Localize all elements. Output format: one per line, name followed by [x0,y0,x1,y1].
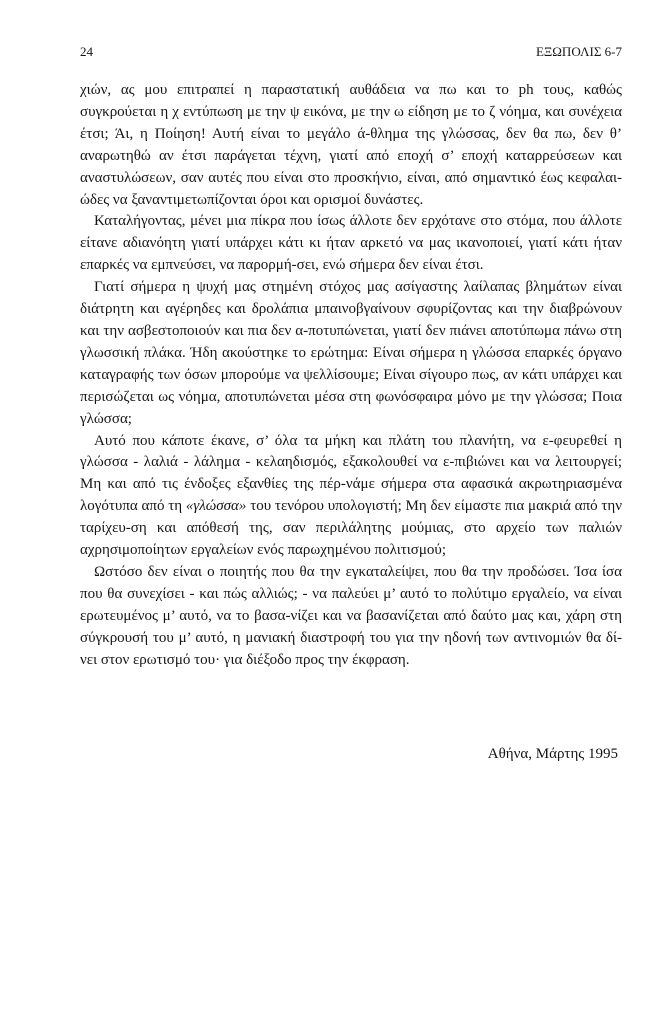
paragraph-text-after: του τενόρου υπολογιστή; Μη δεν είμαστε πια μακριά από την ταρίχευ-ση και απόθεσή της, σαν περιλάλητης μούμιας, στο αρχείο των παλιών αχρησιμοποίητων εργαλείων ενός παρωχημένου πολιτισμού; [80,498,622,559]
paragraph-text-before: Αυτό που κάποτε έκανε, σ’ όλα τα μήκη και πλάτη του πλανήτη, να ε-φευρεθεί η γλώσσα - λαλιά - λάλημα - κελαηδισμός, εξακολουθεί να ε-πιβιώνει και να λειτουργεί; Μη και από τις ένδοξες εξανθίες της πέρ-νάμε σήμερα στα αφασικά ακρωτηριασμένα λογότυπα από τη [80,432,622,515]
document-page [80,0,622,1024]
signoff-place-date: Αθήνα, Μάρτης 1995 [487,746,618,762]
article-body [80,80,622,671]
paragraph-continuation: χιών, ας μου επιτραπεί η παραστατική αυθάδεια να πω και το ph τους, καθώς συγκρούεται η χ εντύπωση με την ψ εικόνα, με την ω είδηση με το ζ νόημα, και συνέχεια έτσι; Άι, η Ποίηση! Αυτή είναι το μεγάλο ά-θλημα της γλώσσας, δεν θα πω, δεν θ’ αναρωτηθώ αν έτσι παράγεται τέχνη, γιατί από εποχή σ’ εποχή καταρρεύσεων και αναστυλώσεων, σαν αυτές που είναι στο προσκήνιο, είναι, από σημαντικό έως κεφαλαι-ώδες να ξαναντιμετωπίζονται όροι και ορισμοί δυνάστες. [80,82,622,208]
running-head [80,44,622,64]
paragraph-conclusion: Καταλήγοντας, μένει μια πίκρα που ίσως άλλοτε δεν ερχότανε στο στόμα, που άλλοτε είτανε αδιανόητη γιατί υπάρχει κάτι κι ήταν αρκετό να μας ικανοποιεί, γιατί κάτι ήταν επαρκές να εμπνεύσει, να παρορμή-σει, ενώ σήμερα δεν είναι έτσι. [80,213,622,274]
emphasis-glossa: «γλώσσα» [185,498,247,515]
paragraph-poet: Ωστόσο δεν είναι ο ποιητής που θα την εγκαταλείψει, που θα την προδώσει. Ίσα ίσα που θα συνεχίσει - και πώς αλλιώς; - να παλεύει μ’ αυτό το πολύτιμο εργαλείο, να είναι ερωτευμένος μ’ αυτό, να το βασα-νίζει και να βασανίζεται από δαύτο μας και, χάρη στη σύγκρουσή του μ’ αυτό, η μανιακή διαστροφή του για την ηδονή των αντινομιών θα δί-νει στον ερωτισμό του· για διέξοδο προς την έκφραση. [80,563,622,668]
paragraph-language-invention [80,431,622,562]
page-number: 24 [80,44,93,59]
paragraph-soul-target: Γιατί σήμερα η ψυχή μας στημένη στόχος μας ασίγαστης λαίλαπας βλημάτων είναι διάτρητη και αγέρηδες και δρολάπια μπαινοβγαίνουν σφυρίζοντας και την διαβρώνουν και την ασβεστοποιούν και πια δεν α-ποτυπώνεται, γιατί δεν πιάνει αποτύπωμα πάνω στη γλωσσική πλάκα. Ήδη ακούστηκε το ερώτημα: Είναι σήμερα η γλώσσα επαρκές όργανο καταγραφής των όσων μπορούμε να ψελλίσουμε; Είναι σίγουρο πως, αν κάτι υπάρχει και περισώζεται ως νόημα, αποτυπώνεται μέσα στη φωνόσφαιρα μόνο με την γλώσσα; Ποια γλώσσα; [80,279,622,427]
journal-title: ΕΞΩΠΟΛΙΣ 6-7 [535,44,622,59]
